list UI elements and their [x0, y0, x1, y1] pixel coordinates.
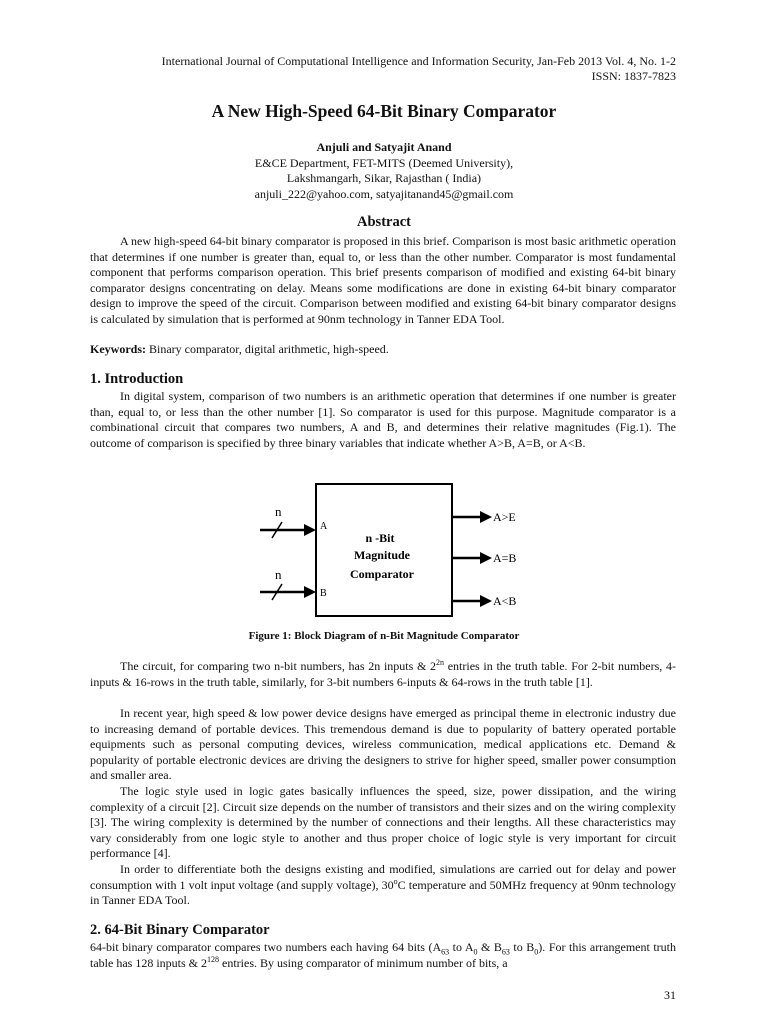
intro-paragraph-5	[90, 862, 676, 909]
output-gt-label: A>E	[493, 510, 516, 524]
figure-caption: Figure 1: Block Diagram of n-Bit Magnitude Comparator	[248, 630, 520, 642]
author-emails: anjuli_222@yahoo.com, satyajitanand45@gmail.com	[254, 186, 514, 201]
section-heading-introduction: 1. Introduction	[90, 371, 184, 387]
sec2-text-5: ). For this arrangement truth table has 128 inputs & 2	[90, 940, 677, 970]
intro-paragraph-4	[90, 784, 676, 862]
keywords	[90, 342, 676, 358]
paper-title: A New High-Speed 64-Bit Binary Comparator	[211, 101, 557, 121]
sec2-sub-2: 0	[473, 947, 478, 957]
intro-p2-sup: 2n	[436, 658, 445, 667]
keywords-label: Keywords:	[90, 342, 146, 356]
input-a-label: A	[320, 521, 328, 532]
box-label-3: Comparator	[350, 567, 414, 581]
input-a-width: n	[275, 504, 282, 519]
keywords-list: Binary comparator, digital arithmetic, high-speed.	[146, 342, 389, 356]
page-number: 31	[664, 988, 676, 1002]
output-gt-arrow	[480, 511, 492, 523]
sec2-text-6: entries. By using comparator of minimum number of bits, a	[219, 955, 508, 970]
sec2-sub-1: 63	[441, 947, 450, 957]
intro-p1-text: In digital system, comparison of two numbers is an arithmetic operation that determines if one number is greater than, equal to, or less than the other number [1]. So comparator is used for this purpose. Magnitude comparator is a combinational circuit that compares two numbers, A and B, and determines their relative magnitudes (Fig.1). The outcome of comparison is specified by three binary variables that indicate whether A>B, A=B, or A<B.	[90, 389, 676, 450]
author-block	[0, 140, 768, 202]
intro-p5-text-b: C temperature and 50MHz frequency at 90nm technology in Tanner EDA Tool.	[90, 877, 676, 908]
output-eq-label: A=B	[493, 551, 517, 565]
intro-p5-text-a: In order to differentiate both the designs existing and modified, simulations are carried out for delay and power consumption with 1 volt input voltage (and supply voltage), 30	[90, 862, 676, 892]
sec2-text-3: & B	[477, 940, 502, 954]
section2-paragraph-1	[90, 940, 676, 971]
author-department: E&CE Department, FET-MITS (Deemed University),	[254, 155, 514, 170]
output-lt-label: A<B	[493, 594, 517, 608]
block-diagram-figure	[250, 480, 540, 620]
sec2-text-4: to B	[509, 940, 535, 954]
intro-p5-sup: o	[393, 876, 398, 886]
input-b-label: B	[320, 588, 327, 599]
abstract-heading: Abstract	[357, 214, 411, 230]
intro-paragraph-1	[90, 389, 676, 451]
issn: ISSN: 1837-7823	[591, 69, 676, 83]
abstract-body: A new high-speed 64-bit binary comparator is proposed in this brief. Comparison is most basic arithmetic operation that determines if one number is greater than, equal to, or less than the other number. Comparator is most fundamental component that performs comparison operation. This brief presents comparison of modified and existing 64-bit binary comparator designs concentrating on delay. Means some modifications are done in existing 64-bit binary comparator design to improve the speed of the circuit. Comparison between modified and existing 64-bit binary comparator designs is calculated by simulation that is performed at 90nm technology in Tanner EDA Tool.	[90, 234, 676, 326]
box-label-1: n -Bit	[365, 531, 395, 545]
intro-p4-text: The logic style used in logic gates basically influences the speed, size, power dissipation, and the wiring complexity of a circuit [2]. Circuit size depends on the number of transistors and their sizes and on the wiring complexity [3]. The wiring complexity is determined by the number of connections and their lengths. All these characteristics may vary considerably from one logic style to another and thus proper choice of logic style is very important for circuit performance [4].	[90, 784, 676, 861]
output-lt-arrow	[480, 595, 492, 607]
input-b-arrow	[304, 586, 316, 598]
author-names: Anjuli and Satyajit Anand	[316, 140, 452, 154]
box-label-2: Magnitude	[353, 548, 411, 562]
sec2-text-2: to A	[449, 940, 474, 954]
intro-p2-text-b: entries in the truth table. For 2-bit numbers, 4-inputs & 16-rows in the truth table, similarly, for 3-bit numbers 6-inputs & 64-rows in the truth table [1].	[90, 659, 676, 689]
sec2-sup-1: 128	[207, 954, 219, 964]
journal-name: International Journal of Computational Intelligence and Information Security, Jan-Feb 2013 Vol. 4, No. 1-2	[161, 54, 676, 68]
intro-p3-text: In recent year, high speed & low power device designs have emerged as principal theme in electronic industry due to increasing demand of portable devices. This tremendous demand is due to popularity of battery operated portable equipments such as personal computing devices, wireless communication, medical applications etc. Demand & popularity of portable electronic devices are driving the designers to strive for higher speed, smaller power consumption and smaller area.	[90, 706, 676, 783]
section-heading-comparator: 2. 64-Bit Binary Comparator	[90, 922, 270, 938]
sec2-sub-3: 63	[501, 947, 510, 957]
input-a-arrow	[304, 524, 316, 536]
output-eq-arrow	[480, 552, 492, 564]
abstract-text	[90, 234, 676, 328]
intro-p2-text-a: The circuit, for comparing two n-bit numbers, has 2n inputs & 2	[120, 659, 437, 673]
input-b-width: n	[275, 567, 282, 582]
journal-header	[162, 54, 676, 84]
author-address: Lakshmangarh, Sikar, Rajasthan ( India)	[286, 171, 482, 185]
sec2-text-1: 64-bit binary comparator compares two numbers each having 64 bits (A	[90, 940, 442, 954]
sec2-sub-4: 0	[534, 947, 539, 957]
intro-paragraph-2	[90, 659, 676, 690]
intro-paragraph-3	[90, 706, 676, 784]
